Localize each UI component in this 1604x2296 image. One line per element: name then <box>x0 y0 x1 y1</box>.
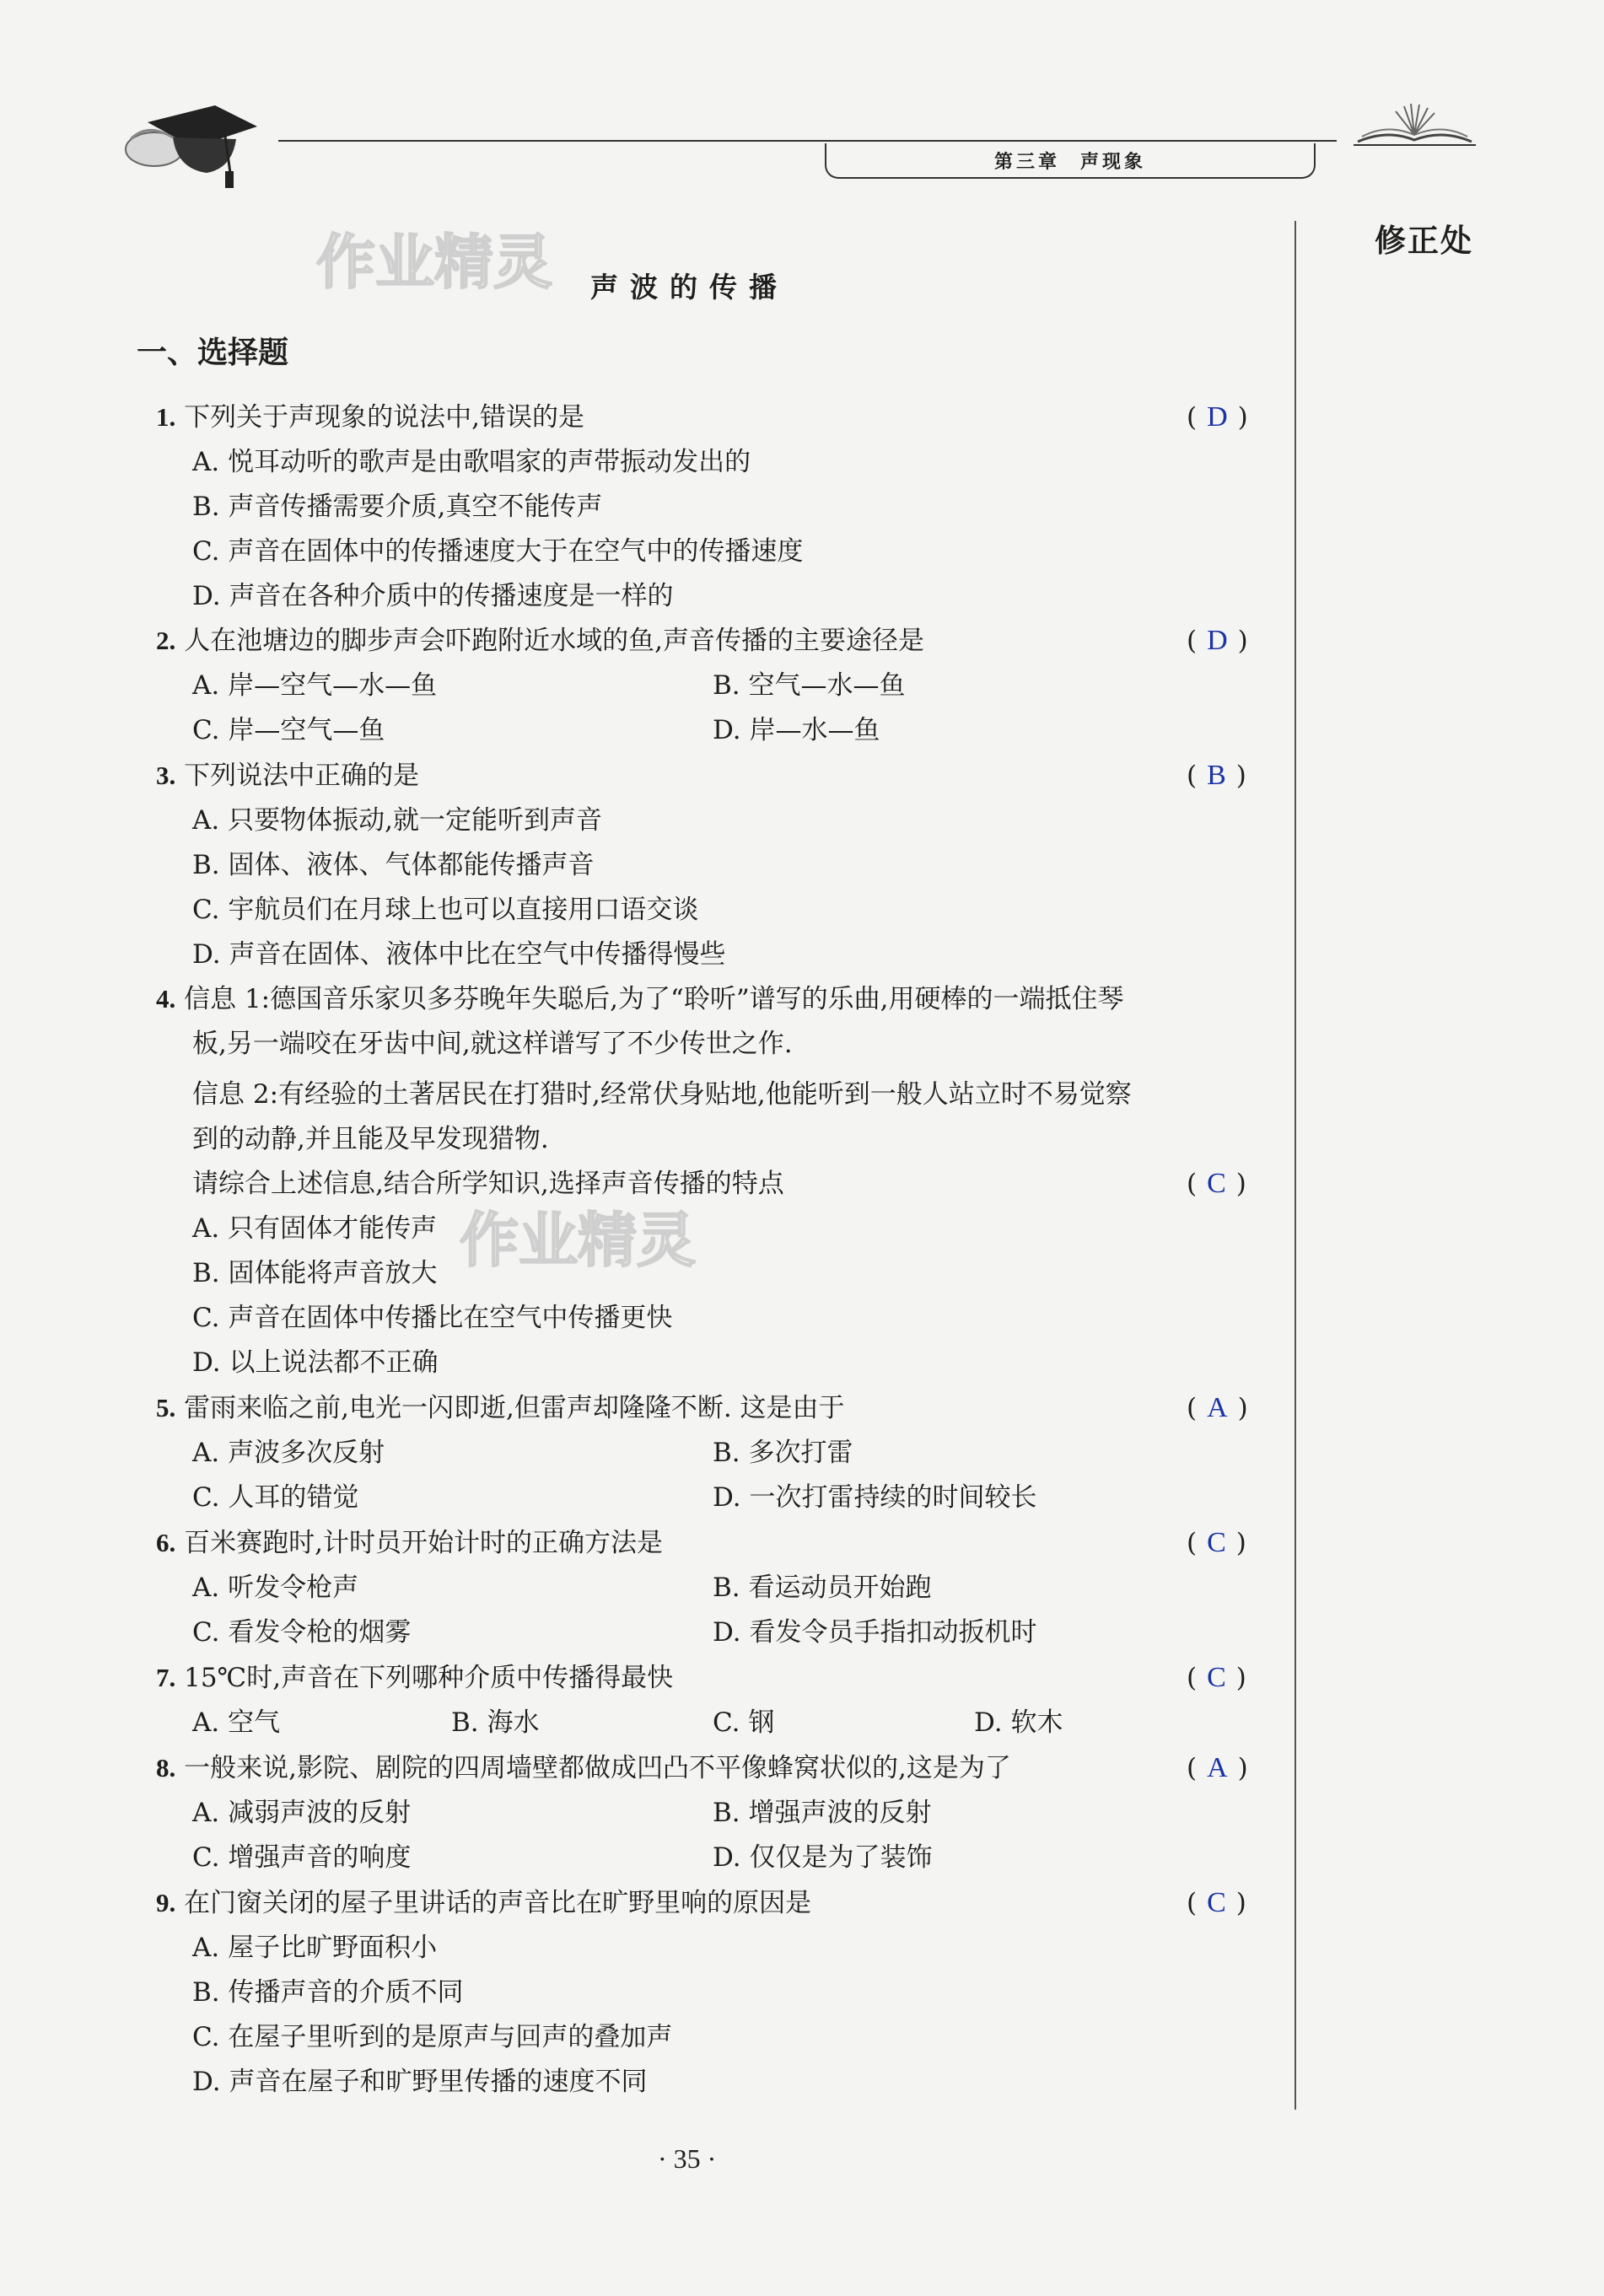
chapter-header-tab <box>825 143 1316 179</box>
info-text: 到的动静,并且能及早发现猎物. <box>192 1124 549 1154</box>
question-4-stem: 请综合上述信息,结合所学知识,选择声音传播的特点 <box>192 1169 784 1199</box>
page-title: 声波的传播 <box>590 271 789 304</box>
option: B. 固体、液体、气体都能传播声音 <box>192 850 595 880</box>
question-9: 9. 在门窗关闭的屋子里讲话的声音比在旷野里响的原因是 <box>156 1888 812 1918</box>
answer-6: ( C ) <box>1187 1527 1246 1558</box>
chapter-label: 第三章 <box>993 150 1060 173</box>
option: D. 声音在屋子和旷野里传播的速度不同 <box>192 2067 648 2097</box>
option: B. 看运动员开始跑 <box>713 1573 932 1603</box>
question-6: 6. 百米赛跑时,计时员开始计时的正确方法是 <box>156 1528 663 1558</box>
open-book-icon <box>1354 99 1476 150</box>
option: C. 在屋子里听到的是原声与回声的叠加声 <box>192 2022 673 2052</box>
answer-9: ( C ) <box>1187 1887 1246 1918</box>
option: C. 看发令枪的烟雾 <box>192 1617 412 1648</box>
option: D. 声音在固体、液体中比在空气中传播得慢些 <box>192 939 726 970</box>
option: D. 仅仅是为了装饰 <box>713 1842 933 1873</box>
option: D. 软木 <box>974 1707 1063 1738</box>
option: B. 固体能将声音放大 <box>192 1258 438 1288</box>
option: B. 空气—水—鱼 <box>713 670 906 701</box>
option: A. 只要物体振动,就一定能听到声音 <box>192 805 602 836</box>
option: C. 增强声音的响度 <box>192 1842 412 1873</box>
option: B. 多次打雷 <box>713 1438 853 1468</box>
option: C. 宇航员们在月球上也可以直接用口语交谈 <box>192 895 699 925</box>
option: D. 以上说法都不正确 <box>192 1347 439 1378</box>
option: A. 悦耳动听的歌声是由歌唱家的声带振动发出的 <box>192 447 751 477</box>
question-5: 5. 雷雨来临之前,电光一闪即逝,但雷声却隆隆不断. 这是由于 <box>156 1393 845 1423</box>
option: A. 只有固体才能传声 <box>192 1213 438 1244</box>
answer-5: ( A ) <box>1187 1392 1248 1423</box>
question-8: 8. 一般来说,影院、剧院的四周墙壁都做成凹凸不平像蜂窝状似的,这是为了 <box>156 1753 1011 1783</box>
correction-column-title: 修正处 <box>1375 223 1473 259</box>
option: A. 空气 <box>192 1707 281 1738</box>
question-1: 1. 下列关于声现象的说法中,错误的是 <box>156 402 584 433</box>
option: C. 人耳的错觉 <box>192 1482 359 1513</box>
option: A. 屋子比旷野面积小 <box>192 1933 438 1963</box>
answer-4: ( C ) <box>1187 1168 1246 1199</box>
topic-label: 声现象 <box>1080 150 1147 173</box>
option: D. 岸—水—鱼 <box>713 715 880 745</box>
option: B. 声音传播需要介质,真空不能传声 <box>192 492 603 522</box>
answer-3: ( B ) <box>1187 760 1246 791</box>
question-4: 4. 信息 1:德国音乐家贝多芬晚年失聪后,为了“聆听”谱写的乐曲,用硬棒的一端抵住琴 <box>156 984 1124 1014</box>
option: B. 增强声波的反射 <box>713 1798 932 1828</box>
watermark: 作业精灵 <box>316 228 552 297</box>
option: D. 一次打雷持续的时间较长 <box>713 1482 1037 1513</box>
section-heading: 一、选择题 <box>137 336 289 370</box>
option: C. 岸—空气—鱼 <box>192 715 385 745</box>
answer-8: ( A ) <box>1187 1752 1248 1783</box>
option: A. 岸—空气—水—鱼 <box>192 670 438 701</box>
header-rule <box>278 140 1337 142</box>
question-7: 7. 15℃时,声音在下列哪种介质中传播得最快 <box>156 1663 674 1693</box>
graduation-cap-icon <box>114 89 266 194</box>
answer-2: ( D ) <box>1187 625 1248 656</box>
option: A. 减弱声波的反射 <box>192 1798 412 1828</box>
question-2: 2. 人在池塘边的脚步声会吓跑附近水域的鱼,声音传播的主要途径是 <box>156 626 924 656</box>
question-3: 3. 下列说法中正确的是 <box>156 761 420 791</box>
option: B. 传播声音的介质不同 <box>192 1977 464 2008</box>
option: B. 海水 <box>451 1707 540 1738</box>
info-text: 板,另一端咬在牙齿中间,就这样谱写了不少传世之作. <box>192 1029 793 1059</box>
watermark: 作业精灵 <box>460 1206 696 1275</box>
info-text: 信息 2:有经验的土著居民在打猎时,经常伏身贴地,他能听到一般人站立时不易觉察 <box>192 1079 1132 1110</box>
option: C. 声音在固体中传播比在空气中传播更快 <box>192 1303 673 1333</box>
option: A. 声波多次反射 <box>192 1438 385 1468</box>
answer-1: ( D ) <box>1187 401 1248 433</box>
option: C. 声音在固体中的传播速度大于在空气中的传播速度 <box>192 536 804 567</box>
option: A. 听发令枪声 <box>192 1573 359 1603</box>
option: D. 看发令员手指扣动扳机时 <box>713 1617 1037 1648</box>
option: C. 钢 <box>713 1707 775 1738</box>
answer-7: ( C ) <box>1187 1662 1246 1693</box>
page-number: · 35 · <box>658 2143 717 2174</box>
option: D. 声音在各种介质中的传播速度是一样的 <box>192 581 674 611</box>
margin-divider <box>1295 221 1296 2110</box>
